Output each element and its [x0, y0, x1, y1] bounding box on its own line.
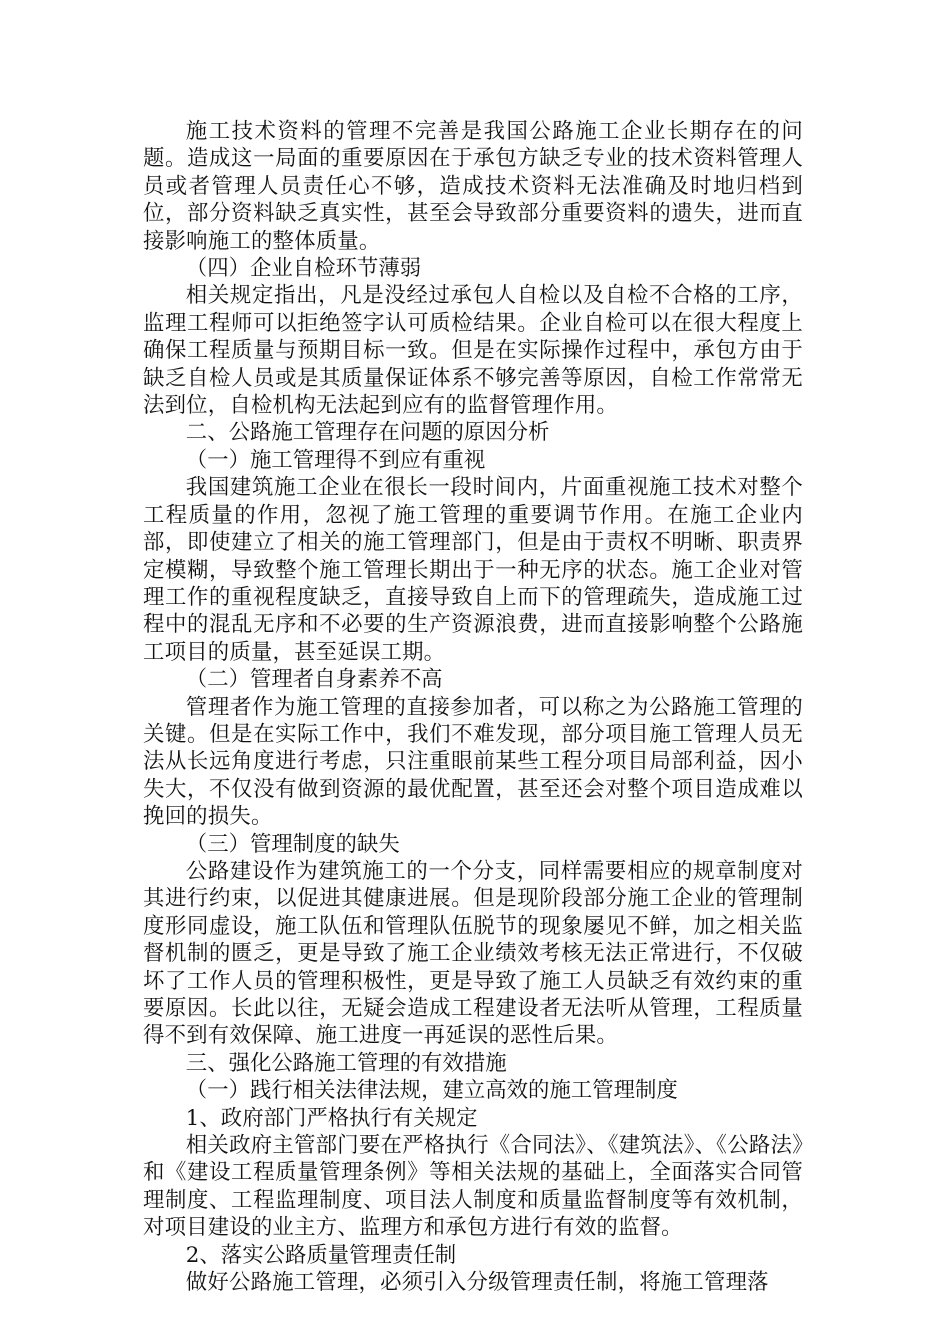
heading-laws-regulations: （一）践行相关法律法规，建立高效的施工管理制度 — [185, 1078, 678, 1104]
paragraph-system-lacking: 公路建设作为建筑施工的一个分支，同样需要相应的规章制度对其进行约束，以促进其健康进展。但是现阶段部分施工企业的管理制度形同虚设，施工队伍和管理队伍脱节的现象屡见不鲜，加之相关监督机制的匮乏，更是导致了施工企业绩效考核无法正常进行，不仅破坏了工作人员的管理积极性，更是导致了施工人员缺乏有效约束的重要原因。长此以往，无疑会造成工程建设者无法听从管理，工程质量得不到有效保障、施工进度一再延误的恶性后果。 — [143, 858, 803, 1049]
heading-management-neglected: （一）施工管理得不到应有重视 — [185, 447, 486, 473]
heading-section-two: 二、公路施工管理存在问题的原因分析 — [185, 420, 550, 446]
heading-manager-quality: （二）管理者自身素养不高 — [185, 667, 443, 693]
paragraph-manager-quality: 管理者作为施工管理的直接参加者，可以称之为公路施工管理的关键。但是在实际工作中，我们不难发现，部分项目施工管理人员无法从长远角度进行考虑，只注重眼前某些工程分项目局部利益，因小失大，不仅没有做到资源的最优配置，甚至还会对整个项目造成难以挽回的损失。 — [143, 694, 803, 830]
heading-section-three: 三、强化公路施工管理的有效措施 — [185, 1050, 507, 1076]
heading-system-lacking: （三）管理制度的缺失 — [185, 831, 400, 857]
heading-self-inspection: （四）企业自检环节薄弱 — [185, 256, 422, 282]
paragraph-technical-data: 施工技术资料的管理不完善是我国公路施工企业长期存在的问题。造成这一局面的重要原因在于承包方缺乏专业的技术资料管理人员或者管理人员责任心不够，造成技术资料无法准确及时地归档到位，部分资料缺乏真实性，甚至会导致部分重要资料的遗失，进而直接影响施工的整体质量。 — [143, 119, 803, 254]
heading-responsibility-system: 2、落实公路质量管理责任制 — [185, 1242, 457, 1268]
paragraph-self-inspection: 相关规定指出，凡是没经过承包人自检以及自检不合格的工序，监理工程师可以拒绝签字认可质检结果。企业自检可以在很大程度上确保工程质量与预期目标一致。但是在实际操作过程中，承包方由于缺乏自检人员或是其质量保证体系不够完善等原因，自检工作常常无法到位，自检机构无法起到应有的监督管理作用。 — [143, 283, 803, 419]
paragraph-government-departments: 相关政府主管部门要在严格执行《合同法》、《建筑法》、《公路法》和《建设工程质量管理条例》等相关法规的基础上，全面落实合同管理制度、工程监理制度、项目法人制度和质量监督制度等有效机制，对项目建设的业主方、监理方和承包方进行有效的监督。 — [143, 1133, 803, 1241]
paragraph-management-neglected: 我国建筑施工企业在很长一段时间内，片面重视施工技术对整个工程质量的作用，忽视了施工管理的重要调节作用。在施工企业内部，即使建立了相关的施工管理部门，但是由于责权不明晰、职责界定模糊，导致整个施工管理长期出于一种无序的状态。施工企业对管理工作的重视程度缺乏，直接导致自上而下的管理疏失，造成施工过程中的混乱无序和不必要的生产资源浪费，进而直接影响整个公路施工项目的质量，甚至延误工期。 — [143, 475, 803, 665]
heading-government-departments: 1、政府部门严格执行有关规定 — [185, 1105, 478, 1131]
paragraph-responsibility-system: 做好公路施工管理，必须引入分级管理责任制，将施工管理落 — [185, 1270, 769, 1296]
document-body — [143, 118, 803, 1296]
